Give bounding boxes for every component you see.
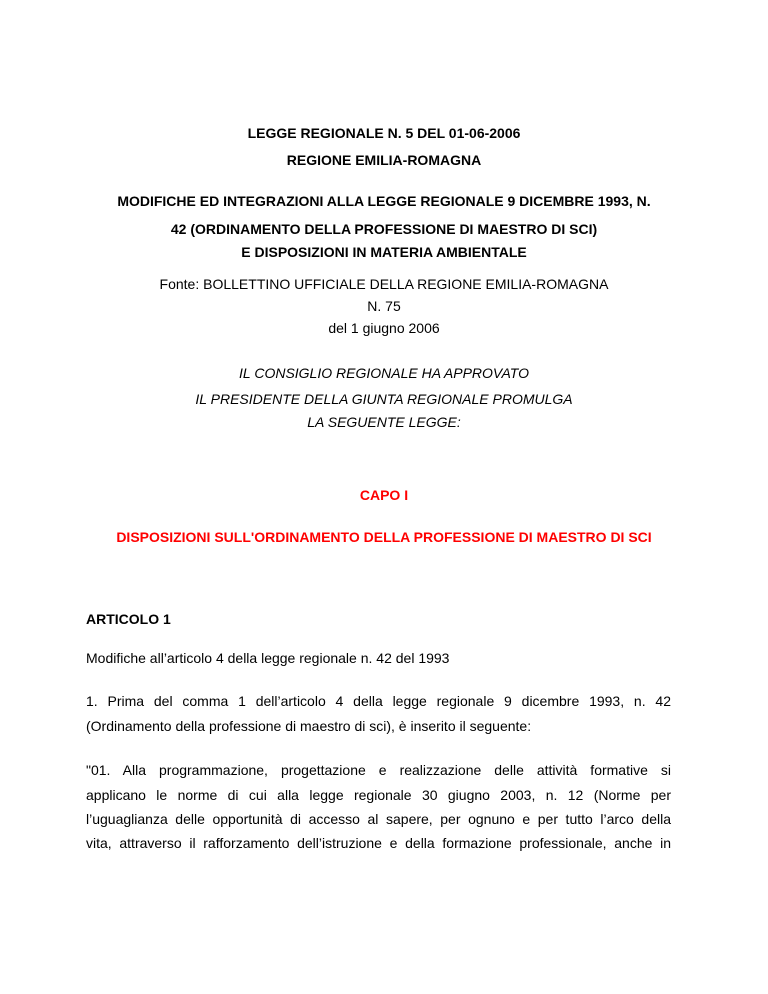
article-heading: ARTICOLO 1 — [86, 611, 171, 627]
paragraph-1-line-2: (Ordinamento della professione di maestro di sci), è inserito il seguente: — [86, 718, 532, 734]
subject-line-3: E DISPOSIZIONI IN MATERIA AMBIENTALE — [241, 244, 527, 260]
chapter-title: DISPOSIZIONI SULL'ORDINAMENTO DELLA PROFESSIONE DI MAESTRO DI SCI — [116, 529, 652, 545]
chapter-label: CAPO I — [359, 487, 409, 503]
paragraph-2-line-3: l’uguaglianza delle opportunità di accesso al sapere, per ognuno e per tutto l’arco della — [86, 811, 671, 827]
article-subtitle: Modifiche all’articolo 4 della legge regionale n. 42 del 1993 — [86, 650, 450, 666]
paragraph-2-line-4: vita, attraverso il rafforzamento dell’istruzione e della formazione professionale, anche in — [86, 835, 671, 851]
subject-line-2: 42 (ORDINAMENTO DELLA PROFESSIONE DI MAESTRO DI SCI) — [170, 221, 598, 237]
bulletin-number: N. 75 — [367, 298, 401, 314]
region-name: REGIONE EMILIA-ROMAGNA — [286, 152, 482, 168]
preamble-line-2: IL PRESIDENTE DELLA GIUNTA REGIONALE PROMULGA — [195, 391, 573, 407]
law-title: LEGGE REGIONALE N. 5 DEL 01-06-2006 — [247, 125, 521, 141]
paragraph-1-line-1: 1. Prima del comma 1 dell’articolo 4 della legge regionale 9 dicembre 1993, n. 42 — [86, 693, 671, 709]
source-line: Fonte: BOLLETTINO UFFICIALE DELLA REGIONE EMILIA-ROMAGNA — [159, 276, 609, 292]
subject-line-1: MODIFICHE ED INTEGRAZIONI ALLA LEGGE REGIONALE 9 DICEMBRE 1993, N. — [117, 193, 651, 209]
paragraph-2-line-1: "01. Alla programmazione, progettazione e realizzazione delle attività formative si — [86, 762, 671, 778]
paragraph-2-line-2: applicano le norme di cui alla legge regionale 30 giugno 2003, n. 12 (Norme per — [86, 787, 671, 803]
preamble-line-1: IL CONSIGLIO REGIONALE HA APPROVATO — [239, 365, 529, 381]
bulletin-date: del 1 giugno 2006 — [328, 320, 440, 336]
preamble-line-3: LA SEGUENTE LEGGE: — [307, 414, 461, 430]
